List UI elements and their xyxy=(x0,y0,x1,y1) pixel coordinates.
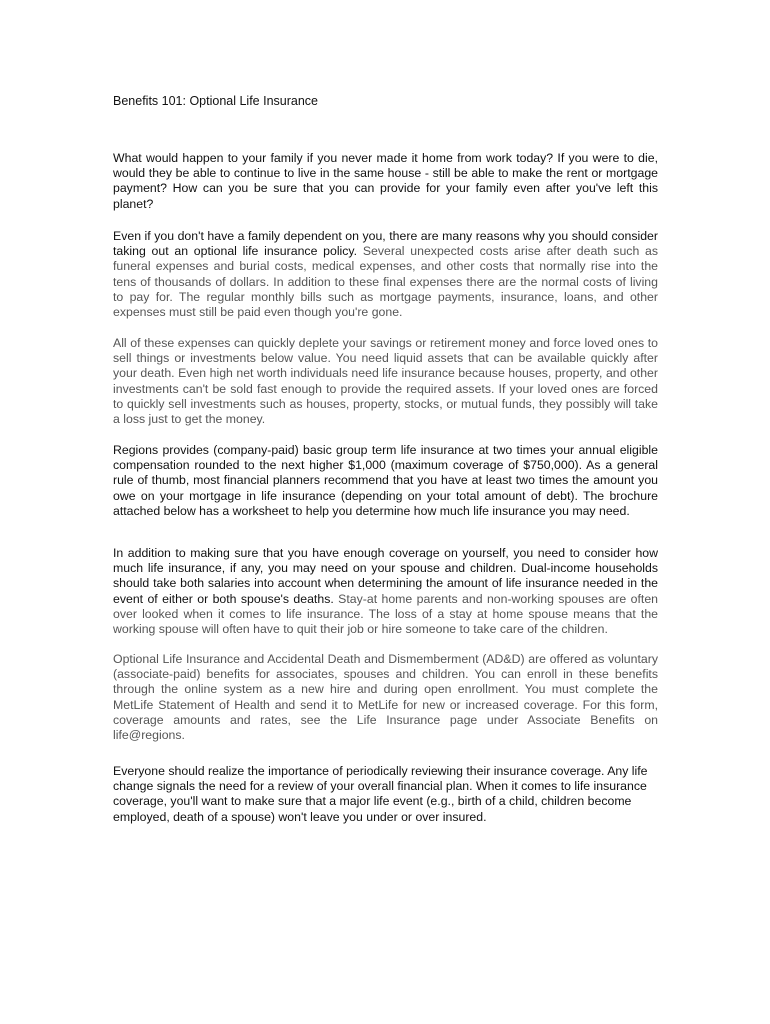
paragraph-spouse-children xyxy=(113,546,658,637)
paragraph-text: Even if you don't have a family dependent on you, there are many reasons why you should consider taking out an optional life insurance policy. xyxy=(113,229,658,259)
paragraph-text: Regions provides (company-paid) basic group term life insurance at two times your annual eligible compensation rounded to the next higher $1,000 (maximum coverage of $750,000). As a general rule of thumb, most financial planners recommend that you have at least two times the amount you owe on your mortgage in life insurance (depending on your total amount of debt). The brochure attached below has a worksheet to help you determine how much life insurance you may need. xyxy=(113,443,658,518)
paragraph-review xyxy=(113,764,658,825)
paragraph-intro xyxy=(113,151,658,212)
paragraph-expenses xyxy=(113,336,658,427)
paragraph-text-gray: All of these expenses can quickly deplete your savings or retirement money and force loved ones to sell things or investments below value. You need liquid assets that can be available quickly after your death. Even high net worth individuals need life insurance because houses, property, and other investments can't be sold fast enough to provide the required assets. If your loved ones are forced to quickly sell investments such as houses, property, stocks, or mutual funds, they possibly will take a loss just to get the money. xyxy=(113,336,658,427)
paragraph-text: What would happen to your family if you never made it home from work today? If you were to die, would they be able to continue to live in the same house - still be able to make the rent or mortgage payment? How can you be sure that you can provide for your family even after you've left this planet? xyxy=(113,151,658,211)
paragraph-text-gray: Stay-at home parents and non-working spouses are often over looked when it comes to life insurance. The loss of a stay at home spouse means that the working spouse will often have to quit their job or hire someone to take care of the children. xyxy=(113,591,659,637)
paragraph-reasons xyxy=(113,229,658,320)
document-title: Benefits 101: Optional Life Insurance xyxy=(113,94,318,108)
paragraph-basic-coverage xyxy=(113,443,658,519)
paragraph-text-gray: Several unexpected costs arise after death such as funeral expenses and burial costs, medical expenses, and other costs that normally rise into the tens of thousands of dollars. In addition to these final expenses there are the normal costs of living to pay for. The regular monthly bills such as mortgage payments, insurance, loans, and other expenses must still be paid even though you're gone. xyxy=(113,244,659,320)
paragraph-optional-add xyxy=(113,652,658,743)
paragraph-text: Everyone should realize the importance of periodically reviewing their insurance coverage. Any life change signals the need for a review of your overall financial plan. When it comes to life insurance coverage, you'll want to make sure that a major life event (e.g., birth of a child, children become employed, death of a spouse) won't leave you under or over insured. xyxy=(113,764,648,824)
paragraph-text-gray: Optional Life Insurance and Accidental Death and Dismemberment (AD&D) are offered as voluntary (associate-paid) benefits for associates, spouses and children. You can enroll in these benefits through the online system as a new hire and during open enrollment. You must complete the MetLife Statement of Health and send it to MetLife for new or increased coverage. For this form, coverage amounts and rates, see the Life Insurance page under Associate Benefits on life@regions. xyxy=(113,652,658,743)
paragraph-text: In addition to making sure that you have enough coverage on yourself, you need to consider how much life insurance, if any, you may need on your spouse and children. Dual-income households should take both salaries into account when determining the amount of life insurance needed in the event of either or both spouse's deaths. xyxy=(113,546,658,606)
